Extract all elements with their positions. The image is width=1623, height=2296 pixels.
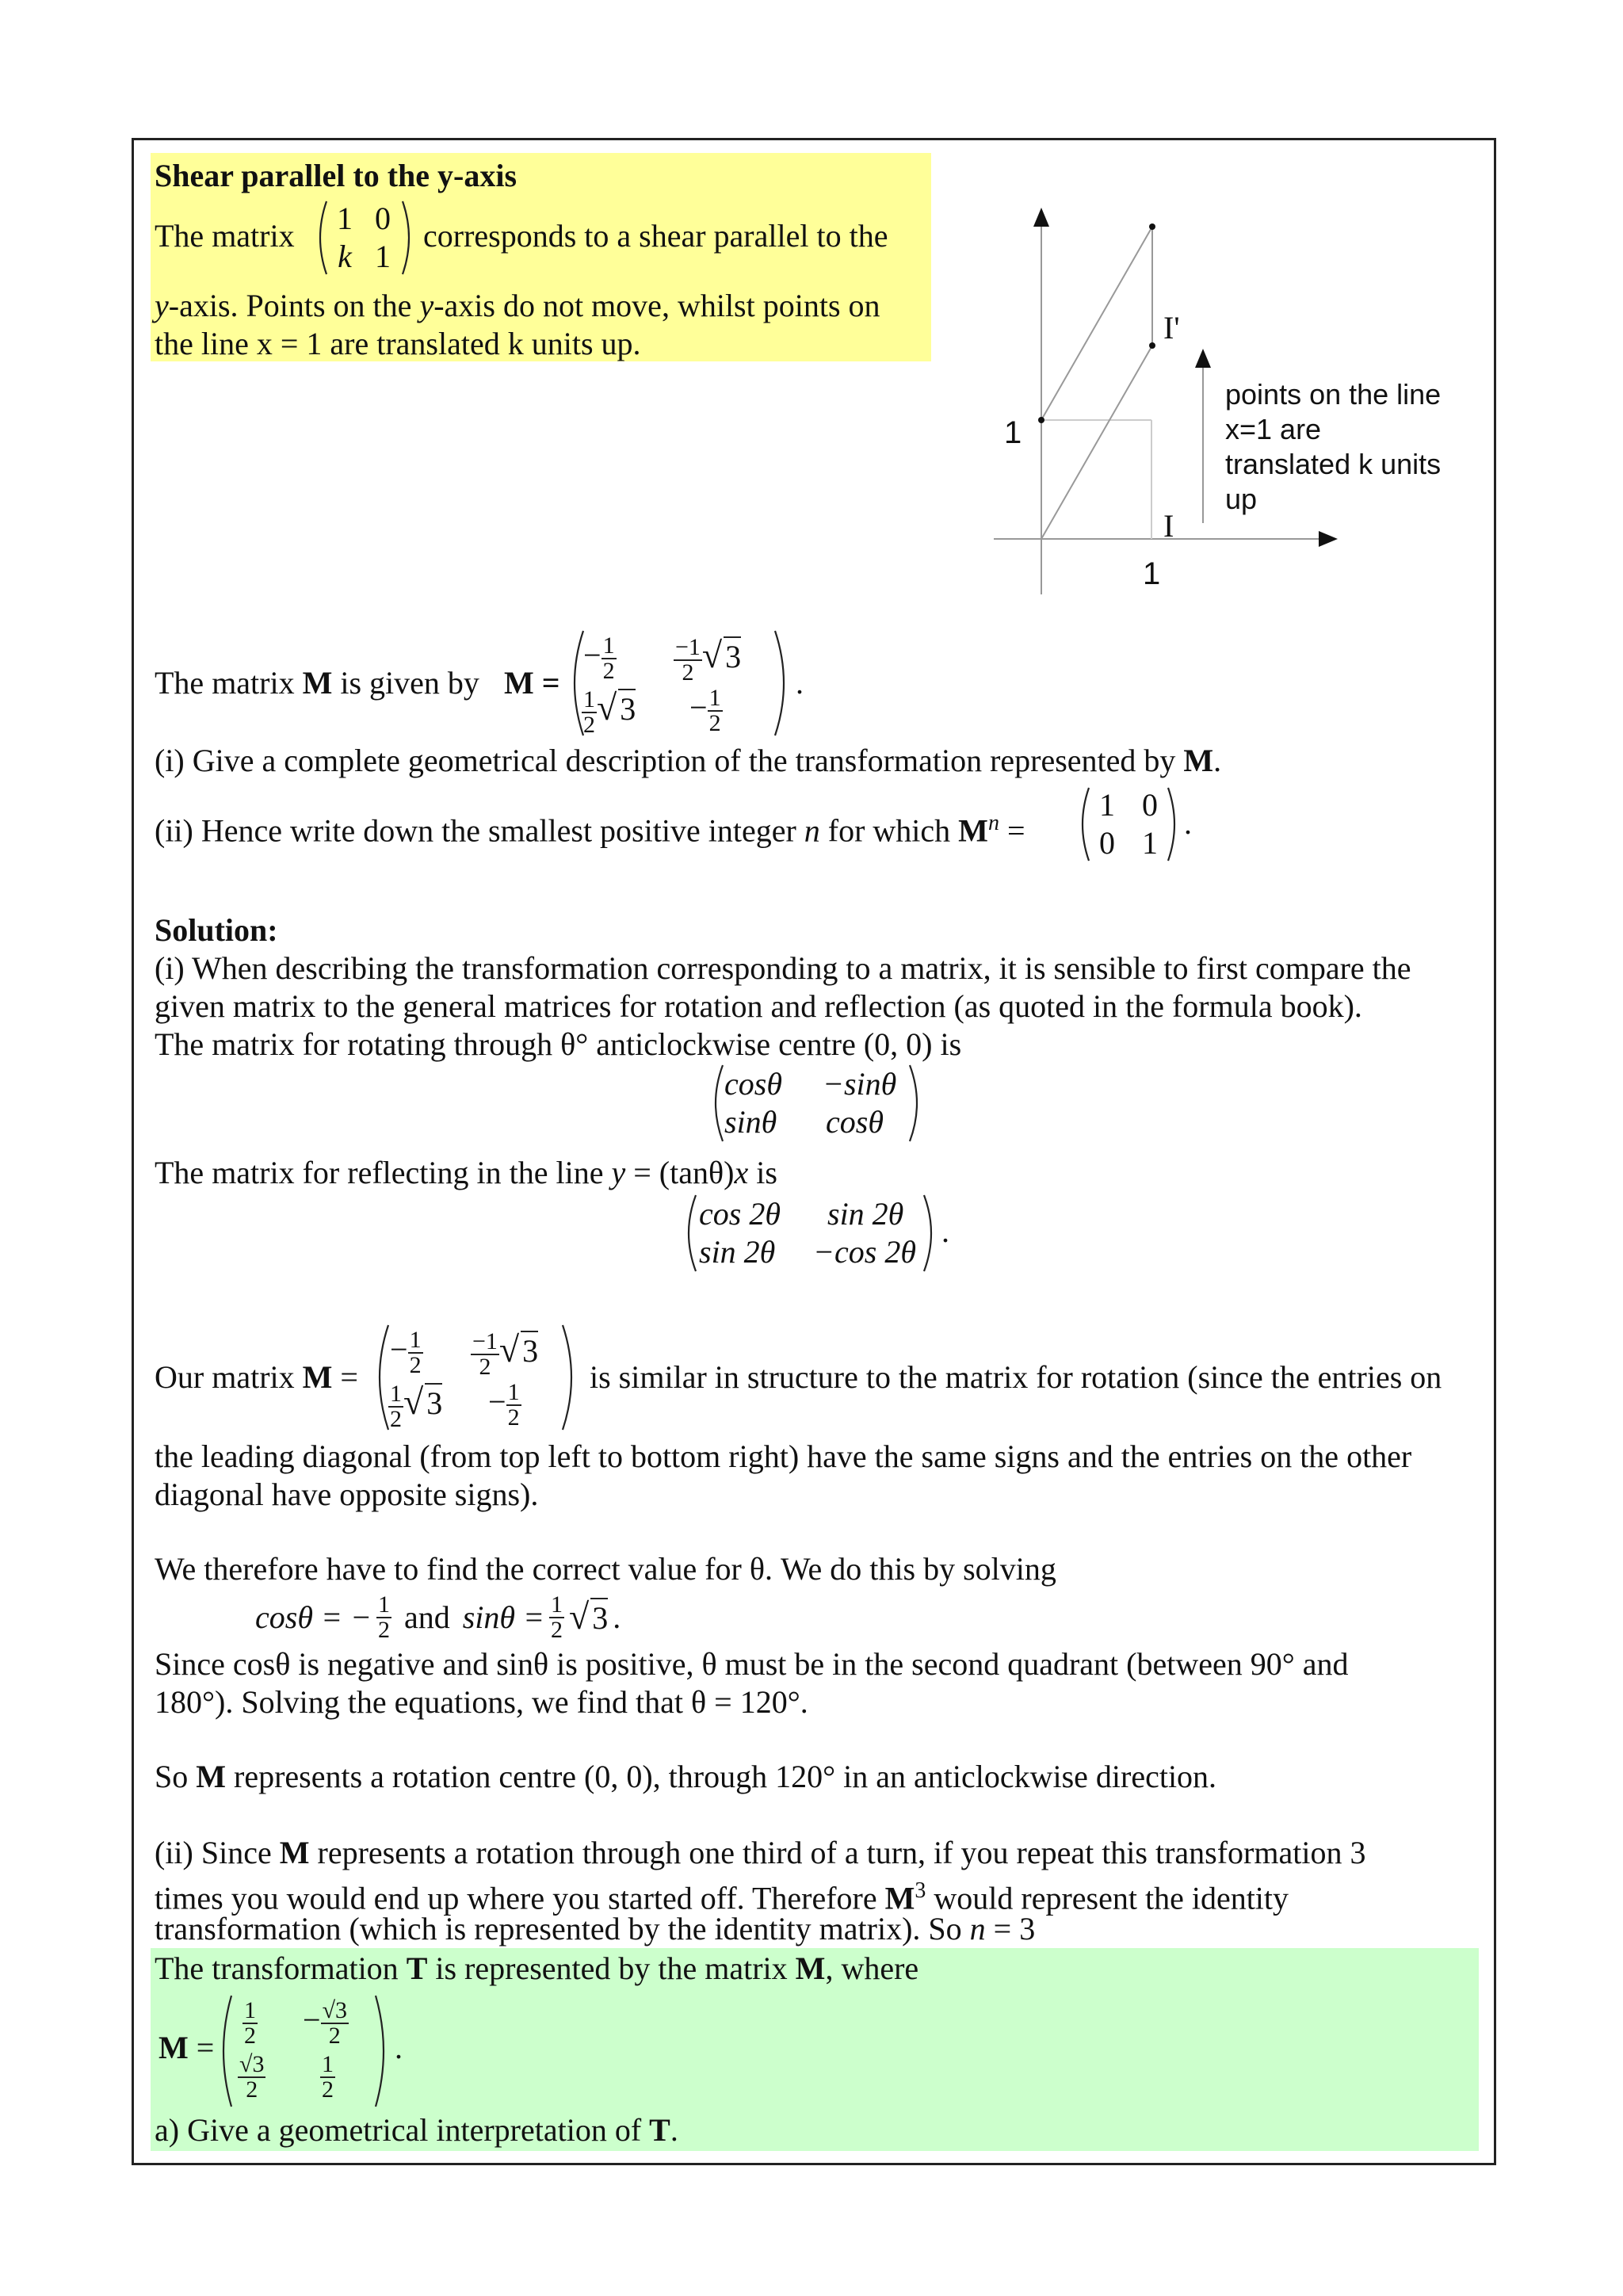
om-22: − $\frac{1}{2}$ [488, 1379, 520, 1431]
solution-p1-l1: (i) When describing the transformation corresponding to a matrix, it is sensible to first compare the [155, 950, 1411, 986]
identity-matrix [1073, 785, 1184, 864]
note-line-4: up [1225, 483, 1258, 515]
our-matrix-pre: Our matrix M = [155, 1359, 358, 1395]
since-l1: Since cosθ is negative and sinθ is positive, θ must be in the second quadrant (between 90° and [155, 1646, 1349, 1682]
solution-heading: Solution: [155, 912, 278, 948]
eq-cos: cosθ = − [255, 1599, 372, 1635]
label-1-x: 1 [1143, 556, 1161, 591]
solution-p1-l2: given matrix to the general matrices for rotation and reflection (as quoted in the formula book). [155, 988, 1362, 1024]
shear-m21: k [338, 239, 352, 274]
shear-line3: the line x = 1 are translated k units up. [155, 326, 641, 361]
ii-l1: (ii) Since M represents a rotation through one third of a turn, if you repeat this transformation 3 [155, 1835, 1366, 1870]
qm-12: $\frac{-1}{2}$ √ 3 [675, 633, 742, 686]
ii-l3: transformation (which is represented by the identity matrix). So n = 3 [155, 1911, 1036, 1946]
question-period: . [796, 665, 804, 701]
shear-matrix-intro: The matrix [155, 218, 295, 254]
question-matrix [564, 628, 794, 739]
shear-m11: 1 [337, 201, 353, 236]
eq-sin-frac: $\frac{1}{2}$ [551, 1591, 563, 1643]
green-period: . [395, 2030, 403, 2065]
note-line-1: points on the line [1225, 378, 1442, 411]
om-11: − $\frac{1}{2}$ [390, 1327, 422, 1378]
id-22: 1 [1142, 825, 1158, 861]
label-I: I [1163, 508, 1174, 544]
so-conclusion: So M represents a rotation centre (0, 0), through 120° in an anticlockwise direction. [155, 1759, 1217, 1794]
question-eq: M = [504, 665, 560, 701]
eq-sin: sinθ = [462, 1599, 545, 1635]
diagram-note [1225, 377, 1441, 517]
gm-21: $\frac{√3}{2}$ [239, 2051, 265, 2103]
shear-m22: 1 [375, 239, 391, 274]
gm-12: − $\frac{√3}{2}$ [303, 1997, 348, 2049]
note-line-3: translated k units [1225, 448, 1442, 480]
rotation-matrix [705, 1062, 927, 1144]
label-1-y: 1 [1004, 415, 1022, 450]
label-I-prime: I' [1163, 310, 1180, 346]
refl-22: −cos 2θ [813, 1234, 916, 1270]
reflection-matrix [678, 1192, 941, 1274]
refl-21: sin 2θ [699, 1234, 776, 1270]
green-a: a) Give a geometrical interpretation of T. [155, 2112, 678, 2148]
note-line-2: x=1 are [1225, 413, 1322, 445]
shear-line2: y-axis. Points on the y-axis do not move, whilst points on [155, 288, 880, 323]
gm-11: $\frac{1}{2}$ [244, 1997, 256, 2049]
id-12: 0 [1142, 787, 1158, 823]
qm-22: − $\frac{1}{2}$ [689, 685, 721, 736]
since-l2: 180°). Solving the equations, we find that θ = 120°. [155, 1684, 808, 1720]
ii-l2: times you would end up where you started off. Therefore $M^3$ would represent the identity [155, 1878, 1289, 1916]
green-l1: The transformation T is represented by the matrix M, where [155, 1950, 919, 1986]
our-l2: the leading diagonal (from top left to bottom right) have the same signs and the entries on the other [155, 1438, 1412, 1474]
shear-m12: 0 [375, 201, 391, 236]
rot-22: cosθ [826, 1104, 884, 1140]
id-11: 1 [1099, 787, 1115, 823]
gm-22: $\frac{1}{2}$ [322, 2051, 334, 2103]
om-12: $\frac{-1}{2}$ √ 3 [472, 1328, 539, 1380]
qm-21: $\frac{1}{2}$ √ 3 [583, 686, 636, 738]
eq-cos-frac: $\frac{1}{2}$ [377, 1591, 390, 1643]
question-intro: The matrix M is given by [155, 665, 479, 701]
rot-11: cosθ [724, 1066, 782, 1102]
rot-21: sinθ [724, 1104, 777, 1140]
find-theta: We therefore have to find the correct value for θ. We do this by solving [155, 1551, 1056, 1587]
solution-p1-l3: The matrix for rotating through θ° anticlockwise centre (0, 0) is [155, 1026, 962, 1062]
equations-line: cosθ = − $\frac{1}{2}$ and sinθ = $\frac{1}{2}$ √ 3 . [255, 1591, 621, 1643]
rot-12: −sinθ [823, 1066, 897, 1102]
question-part-i: (i) Give a complete geometrical description of the transformation represented by M. [155, 743, 1222, 778]
our-l3: diagonal have opposite signs). [155, 1477, 539, 1512]
shear-title: Shear parallel to the y-axis [155, 158, 517, 193]
om-21: $\frac{1}{2}$ √ 3 [390, 1380, 443, 1432]
reflection-intro: The matrix for reflecting in the line y = (tanθ)x is [155, 1155, 777, 1190]
id-21: 0 [1099, 825, 1115, 861]
question-part-ii: (ii) Hence write down the smallest positive integer n for which $M^n$ = [155, 811, 1025, 849]
identity-period: . [1184, 805, 1192, 841]
reflection-period: . [941, 1213, 949, 1249]
green-matrix [214, 1992, 393, 2110]
shear-matrix-after: corresponds to a shear parallel to the [423, 218, 888, 254]
refl-11: cos 2θ [699, 1196, 781, 1232]
green-eq: M = [158, 2030, 215, 2065]
our-matrix-post: is similar in structure to the matrix for rotation (since the entries on [590, 1359, 1442, 1395]
refl-12: sin 2θ [827, 1196, 904, 1232]
shear-matrix [311, 198, 418, 277]
our-matrix [369, 1322, 582, 1433]
eq-and: and [403, 1599, 450, 1635]
qm-11: − $\frac{1}{2}$ [583, 632, 615, 684]
